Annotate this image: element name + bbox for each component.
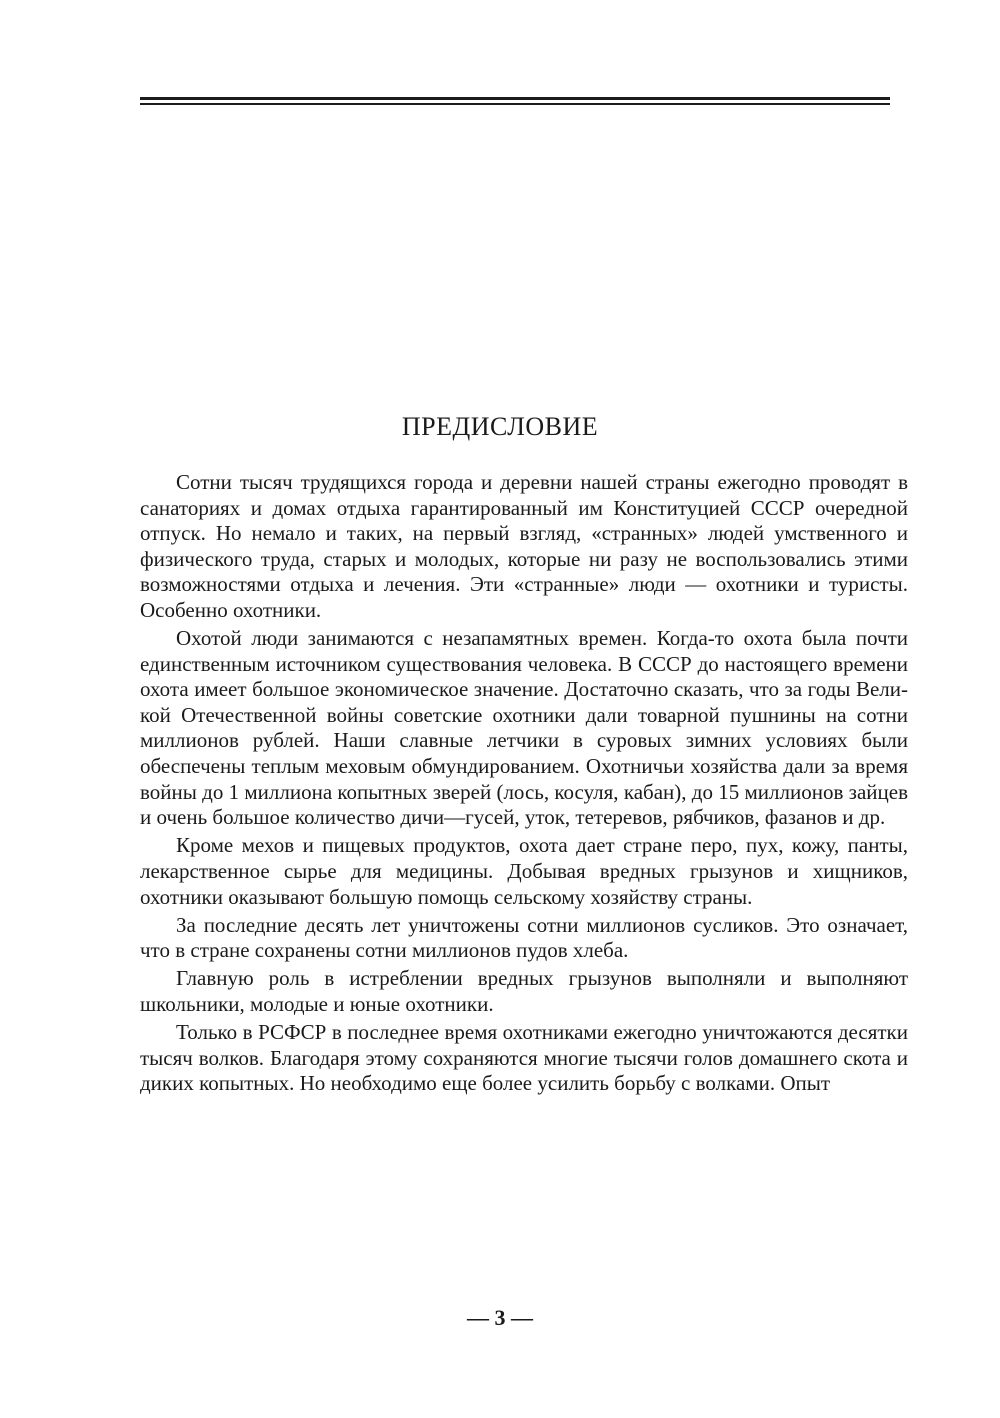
paragraph: Главную роль в истреблении вредных грызунов выполняли и выполняют школьники, молодые и юные охотники. <box>140 966 908 1016</box>
body-text <box>140 470 908 1099</box>
page-title: ПРЕДИСЛОВИЕ <box>401 412 599 441</box>
paragraph: Охотой люди занимаются с незапамятных времен. Когда-то охота была почти единственным источником существования человека. В СССР до настоящего времени охота имеет большое экономическое значение. Достаточно сказать, что за годы Великой Отечественной войны советские охотники дали товарной пушнины на сотни миллионов рублей. Наши славные летчики в суровых зимних условиях были обеспечены теплым меховым обмундированием. Охотничьи хозяйства дали за время войны до 1 миллиона копытных зверей (лось, косуля, кабан), до 15 миллионов зайцев и очень большое количество дичи—гусей, уток, тетеревов, рябчиков, фазанов и др. <box>140 626 908 830</box>
paragraph: За последние десять лет уничтожены сотни миллионов сусликов. Это означает, что в стране сохранены сотни миллионов пудов хлеба. <box>140 912 908 963</box>
header-rule-bottom <box>140 103 890 105</box>
paragraph: Кроме мехов и пищевых продуктов, охота дает стране перо, пух, кожу, панты, лекарственное сырье для медицины. Добывая вредных грызунов и хищников, охотники оказывают большую помощь сельскому хозяйству страны. <box>140 833 908 909</box>
header-rule-top <box>140 97 890 100</box>
paragraph: Только в РСФСР в последнее время охотниками ежегодно уничтожаются десятки тысяч волков. Благодаря этому сохраняются многие тысячи голов домашнего скота и диких копытных. Но необходимо еще более усилить борьбу с волками. Опыт <box>140 1019 908 1096</box>
paragraph: Сотни тысяч трудящихся города и деревни нашей страны ежегодно проводят в санаториях и домах отдыха гарантированный им Конституцией СССР очередной отпуск. Но немало и таких, на первый взгляд, «странных» людей умственного и физического труда, старых и молодых, которые ни разу не воспользовались этими возможностями отдыха и лечения. Эти «странные» люди — охотники и туристы. Особенно охотники. <box>140 470 908 622</box>
page-number: — 3 — <box>467 1305 533 1330</box>
